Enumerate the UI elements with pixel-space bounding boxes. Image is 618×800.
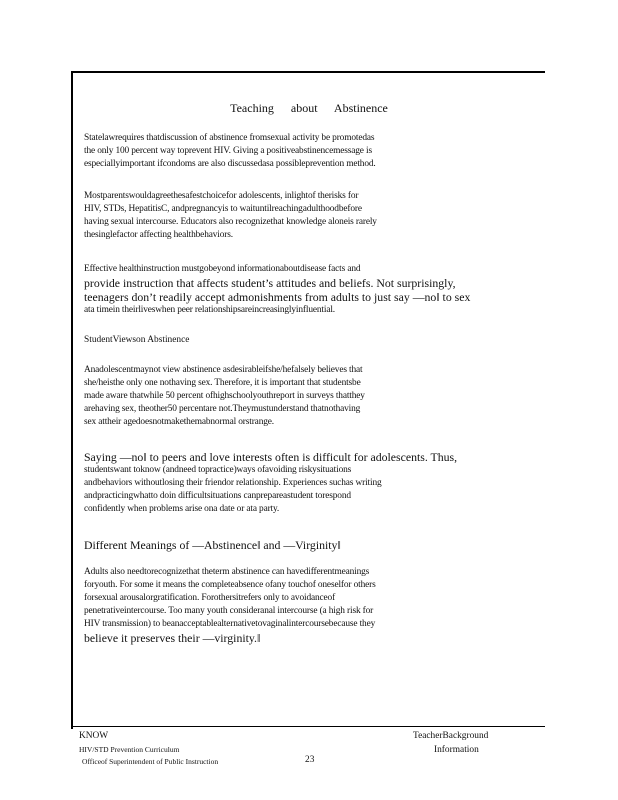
heading-student-views: StudentViewson Abstinence	[84, 335, 190, 345]
text-line: the only 100 percent way toprevent HIV. Giving a positiveabstinencemessage is	[84, 146, 372, 156]
text-line: Adults also needtorecognizethat theterm abstinence can havedifferentmeanings	[84, 567, 370, 577]
text-line: Mostparentswouldagreethesafestchoicefor adolescents, inlightof therisks for	[84, 191, 359, 201]
text-line: Saying ―no‖ to peers and love interests often is difficult for adolescents. Thus,	[84, 450, 458, 464]
text-line: forsexual arousalorgratification. Forothersitrefers only to avoidanceof	[84, 593, 336, 603]
paragraph-6	[84, 566, 504, 645]
text-line: HIV, STDs, HepatitisC, andpregnancyis to waituntilreachingadulthoodbefore	[84, 204, 362, 214]
footer-information: Information	[434, 745, 479, 755]
paragraph-3	[84, 263, 504, 317]
text-line: sex attheir agedoesnotmakethemabnormal orstrange.	[84, 417, 274, 427]
paragraph-5	[84, 450, 504, 516]
footer-teacher-background: TeacherBackground	[413, 731, 489, 741]
text-line: penetrativeintercourse. Too many youth consideranal intercourse (a high risk for	[84, 606, 374, 616]
text-line: teenagers don’t readily accept admonishments from adults to just say ―no‖ to sex	[84, 290, 471, 304]
text-line: confidently when problems arise ona date or ata party.	[84, 504, 280, 514]
text-line: she/heisthe only one nothaving sex. Therefore, it is important that studentsbe	[84, 378, 361, 388]
text-line: arehaving sex, theother50 percentare not.Theymustunderstand thatnothaving	[84, 404, 361, 414]
text-line: Statelawrequires thatdiscussion of abstinence fromsexual activity be promotedas	[84, 133, 375, 143]
text-line: thesinglefactor affecting healthbehaviors.	[84, 230, 233, 240]
paragraph-1	[84, 132, 504, 171]
paragraph-2	[84, 190, 504, 242]
footer-rule	[71, 726, 545, 727]
text-line: foryouth. For some it means the completeabsence ofany touchof oneselfor others	[84, 580, 376, 590]
text-line: andbehaviors withoutlosing their friendor relationship. Experiences suchas writing	[84, 478, 382, 488]
footer-curriculum: HIV/STD Prevention Curriculum	[79, 745, 180, 754]
text-line: believe it preserves their ―virginity.‖	[84, 631, 261, 645]
text-line: andpracticingwhatto doin difficultsituations canprepareastudent torespond	[84, 491, 351, 501]
text-line: Effective healthinstruction mustgobeyond informationaboutdisease facts and	[84, 264, 361, 274]
text-line: ata timein theirliveswhen peer relationshipsareincreasinglyinfluential.	[84, 305, 335, 315]
top-rule	[71, 71, 545, 73]
text-line: Anadolescentmaynot view abstinence asdesirableifshe/hefalsely believes that	[84, 365, 363, 375]
text-line: especiallyimportant ifcondoms are also discussedasa possibleprevention method.	[84, 159, 376, 169]
text-line: HIV transmission) to beanacceptablealternativetovaginalintercoursebecause they	[84, 619, 376, 629]
page-title: Teaching about Abstinence	[230, 101, 388, 115]
text-line: made aware thatwhile 50 percent ofhighschoolyouthreport in surveys thatthey	[84, 391, 365, 401]
left-rule	[71, 71, 73, 729]
text-line: having sexual intercourse. Educators also recognizethat knowledge aloneis rarely	[84, 217, 377, 227]
page-number: 23	[305, 755, 315, 765]
heading-different-meanings: Different Meanings of ―Abstinence‖ and ―Virginity‖	[84, 538, 341, 552]
text-line: provide instruction that affects student’s attitudes and beliefs. Not surprisingly,	[84, 276, 456, 290]
footer-know: KNOW	[79, 731, 109, 741]
text-line: studentswant toknow (andneed topractice)ways ofavoiding riskysituations	[84, 465, 352, 475]
paragraph-4	[84, 364, 504, 429]
footer-office: Officeof Superintendent of Public Instruction	[82, 757, 219, 766]
